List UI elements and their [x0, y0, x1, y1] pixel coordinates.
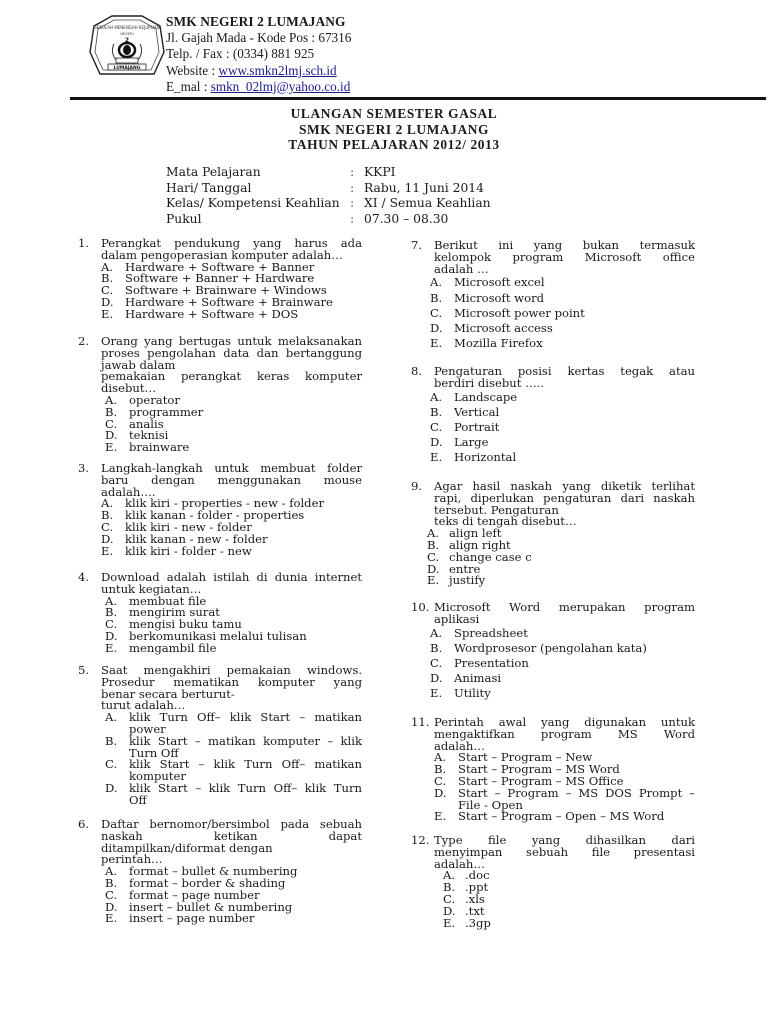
option-letter: A.	[430, 389, 443, 404]
options	[434, 752, 695, 823]
option-c[interactable]	[430, 306, 695, 321]
stem-line: teks di tengah disebut…	[434, 514, 577, 529]
question-number: 3.	[78, 461, 90, 475]
option-letter: B.	[430, 290, 443, 305]
question-1	[78, 238, 362, 321]
option-text: entre	[449, 561, 481, 576]
option-b[interactable]	[430, 405, 695, 420]
stem-line: menyimpan sebuah file presentasi	[434, 844, 695, 859]
option-text: klik kiri - new - folder	[125, 519, 252, 534]
option-text: Microsoft power point	[454, 305, 585, 320]
question-7	[411, 240, 695, 351]
option-a[interactable]	[430, 390, 695, 405]
stem-line: berdiri disebut …..	[434, 375, 545, 390]
option-e[interactable]	[101, 306, 362, 321]
option-letter: C.	[105, 416, 118, 431]
question-stem	[101, 336, 362, 395]
option-text: klik kanan - new - folder	[125, 531, 268, 546]
option-letter: D.	[443, 903, 456, 918]
option-text: membuat file	[129, 593, 207, 608]
option-text: klik Start – klik Turn Off– klik Turn	[129, 780, 362, 795]
option-text: Horizontal	[454, 450, 517, 465]
option-b[interactable]	[430, 291, 695, 306]
question-11	[411, 717, 695, 823]
option-d[interactable]	[430, 435, 695, 450]
option-text: analis	[129, 416, 164, 431]
option-text: change case c	[449, 549, 532, 564]
option-letter: E.	[430, 336, 443, 351]
stem-line: benar secara berturut-	[101, 686, 235, 701]
option-text: align left	[449, 526, 502, 541]
option-text: Microsoft excel	[454, 275, 545, 290]
option-text: Hardware + Software + Brainware	[125, 294, 333, 309]
option-letter: B.	[101, 271, 114, 286]
option-letter: E.	[101, 306, 114, 321]
stem-line: Prosedur mematikan komputer yang	[101, 674, 362, 689]
stem-line: kelompok program Microsoft office	[434, 249, 695, 264]
option-a[interactable]	[430, 626, 695, 641]
option-letter: D.	[427, 561, 440, 576]
options	[101, 498, 362, 557]
option-letter: C.	[430, 305, 443, 320]
option-e[interactable]	[427, 575, 695, 587]
stem-line: Langkah-langkah untuk membuat folder	[101, 461, 362, 475]
option-b[interactable]	[430, 641, 695, 656]
stem-line: perintah…	[101, 852, 163, 867]
option-a[interactable]	[430, 275, 695, 290]
options	[101, 259, 362, 321]
question-12	[411, 835, 695, 929]
info-row-date	[166, 181, 491, 197]
stem-line: mengaktifkan program MS Word	[434, 726, 695, 741]
option-text: insert – page number	[129, 911, 255, 926]
option-letter: B.	[105, 605, 118, 620]
option-text: Microsoft word	[454, 290, 545, 305]
option-letter: D.	[105, 628, 118, 643]
info-colon: :	[350, 211, 355, 226]
info-row-class	[166, 196, 491, 212]
question-6	[78, 819, 362, 925]
option-letter: A.	[101, 496, 114, 511]
option-text: Start – Program – New	[458, 750, 593, 765]
option-c[interactable]	[430, 420, 695, 435]
options	[443, 870, 695, 929]
option-c[interactable]	[105, 759, 362, 783]
school-emblem-icon	[86, 12, 168, 84]
school-name: SMK NEGERI 2 LUMAJANG	[166, 14, 346, 29]
stem-line: Agar hasil naskah yang diketik terlihat	[434, 479, 695, 493]
exam-title-line-1: ULANGAN SEMESTER GASAL	[290, 106, 498, 121]
option-text: Software + Banner + Hardware	[125, 271, 315, 286]
option-letter: D.	[430, 321, 443, 335]
email-label: E_mal :	[166, 78, 211, 94]
question-number: 5.	[78, 663, 90, 677]
stem-line: Perangkat pendukung yang harus ada	[101, 236, 362, 250]
stem-line: baru dengan menggunakan mouse	[101, 472, 362, 487]
option-text: Landscape	[454, 389, 518, 404]
option-text: Turn Off	[129, 745, 179, 760]
option-letter: B.	[101, 508, 114, 523]
option-e[interactable]	[430, 450, 695, 465]
question-number: 6.	[78, 817, 90, 831]
option-text: .txt	[465, 903, 485, 918]
option-text: klik kiri - properties - new - folder	[125, 496, 325, 511]
option-text: klik kiri - folder - new	[125, 543, 252, 558]
stem-line: Perintah awal yang digunakan untuk	[434, 715, 695, 729]
email-link[interactable]: smkn_02lmj@yahoo.co.id	[210, 78, 351, 94]
option-letter: A.	[430, 275, 443, 290]
option-text: Animasi	[454, 671, 502, 686]
question-number: 7.	[411, 238, 423, 252]
option-e[interactable]	[105, 442, 362, 454]
question-number: 11.	[411, 715, 430, 729]
option-letter: D.	[105, 899, 118, 914]
stem-line: Daftar bernomor/bersimbol pada sebuah	[101, 817, 362, 831]
exam-title-line-2: SMK NEGERI 2 LUMAJANG	[298, 121, 490, 137]
option-text: teknisi	[129, 428, 169, 443]
option-text: justify	[449, 573, 486, 588]
option-letter: C.	[105, 617, 118, 632]
question-number: 9.	[411, 479, 423, 493]
option-letter: C.	[101, 283, 114, 298]
option-text: .3gp	[465, 915, 491, 930]
option-letter: E.	[105, 440, 118, 455]
stem-line: ditampilkan/diformat dengan	[101, 840, 273, 855]
question-2	[78, 336, 362, 454]
option-text: mengisi buku tamu	[129, 617, 242, 632]
letterhead	[166, 14, 351, 95]
option-letter: C.	[443, 891, 456, 906]
option-letter: E.	[427, 573, 440, 588]
options	[430, 626, 695, 702]
option-letter: D.	[101, 531, 114, 546]
question-5	[78, 665, 362, 807]
option-d[interactable]	[434, 785, 695, 812]
option-letter: C.	[105, 887, 118, 902]
info-colon: :	[350, 165, 355, 179]
option-text: Start – Program – MS Word	[458, 762, 620, 777]
option-text: .ppt	[465, 880, 489, 895]
option-letter: A.	[105, 710, 118, 725]
option-text: Large	[454, 435, 489, 450]
option-letter: A.	[443, 868, 456, 883]
option-text: Start – Program – Open – MS Word	[458, 809, 665, 824]
option-text: klik Turn Off– klik Start – matikan	[129, 710, 362, 725]
option-text: File - Open	[458, 797, 523, 812]
svg-text:2: 2	[124, 37, 130, 44]
stem-line: adalah….	[101, 484, 156, 499]
options	[105, 593, 362, 655]
option-letter: A.	[427, 526, 440, 541]
option-letter: B.	[105, 875, 118, 890]
stem-line: jawab dalam	[101, 357, 176, 372]
option-letter: D.	[105, 780, 118, 795]
stem-line: Type file yang dihasilkan dari	[434, 833, 695, 847]
option-text: Off	[129, 792, 147, 807]
option-letter: D.	[434, 785, 447, 800]
option-text: Start – Program – MS Office	[458, 773, 624, 788]
options	[105, 712, 362, 806]
option-letter: E.	[443, 915, 456, 930]
website-link[interactable]: www.smkn2lmj.sch.id	[218, 62, 337, 78]
info-value: 07.30 – 08.30	[364, 211, 449, 226]
option-text: Spreadsheet	[454, 625, 528, 640]
option-letter: A.	[105, 392, 118, 407]
question-number: 8.	[411, 364, 423, 378]
option-letter: B.	[430, 404, 443, 419]
option-letter: C.	[430, 420, 443, 434]
stem-line: adalah …	[434, 261, 489, 276]
option-d[interactable]	[105, 780, 362, 807]
info-value: Rabu, 11 Juni 2014	[364, 180, 484, 195]
option-text: format – bullet & numbering	[129, 864, 298, 879]
option-text: brainware	[129, 440, 190, 455]
info-label: Pukul	[166, 211, 202, 226]
question-stem	[101, 572, 362, 596]
info-label: Mata Pelajaran	[166, 165, 261, 179]
stem-line: Pengaturan posisi kertas tegak atau	[434, 364, 695, 378]
exam-title	[0, 106, 768, 153]
option-text: klik Start – matikan komputer – klik	[129, 733, 362, 748]
option-e[interactable]	[434, 811, 695, 823]
option-c[interactable]	[430, 656, 695, 671]
option-text: format – page number	[129, 887, 260, 902]
option-text: Start – Program – MS DOS Prompt –	[458, 785, 695, 800]
options	[430, 275, 695, 351]
option-e[interactable]	[101, 543, 362, 558]
question-number: 12.	[411, 833, 430, 847]
question-9	[411, 481, 695, 587]
option-letter: C.	[105, 757, 118, 772]
stem-line: dalam pengoperasian komputer adalah…	[101, 247, 343, 262]
option-text: Portrait	[454, 420, 500, 434]
website-label: Website :	[166, 62, 219, 78]
letterhead-divider	[70, 97, 766, 100]
svg-text:NEGERI: NEGERI	[120, 32, 134, 36]
question-4	[78, 572, 362, 655]
stem-line: Orang yang bertugas untuk melaksanakan	[101, 334, 362, 348]
option-e[interactable]	[430, 336, 695, 351]
question-number: 4.	[78, 570, 90, 584]
option-a[interactable]	[105, 712, 362, 736]
svg-text:LUMAJANG: LUMAJANG	[113, 66, 141, 71]
option-text: klik kanan - folder - properties	[125, 508, 305, 523]
option-letter: E.	[434, 809, 447, 824]
svg-text:SEKOLAH MENENGAH KEJURUAN: SEKOLAH MENENGAH KEJURUAN	[94, 25, 160, 30]
info-label: Kelas/ Kompetensi Keahlian	[166, 196, 340, 210]
info-value: XI / Semua Keahlian	[364, 196, 491, 210]
exam-info	[166, 165, 491, 227]
option-text: Utility	[454, 686, 491, 701]
option-text: operator	[129, 392, 180, 407]
question-stem	[434, 366, 695, 390]
option-letter: A.	[430, 625, 443, 640]
option-letter: B.	[434, 762, 447, 777]
stem-line: turut adalah…	[101, 698, 186, 713]
option-e[interactable]	[105, 913, 362, 925]
stem-line: Saat mengakhiri pemakaian windows.	[101, 663, 362, 677]
option-letter: A.	[101, 259, 114, 274]
stem-line: Microsoft Word merupakan program	[434, 600, 695, 614]
question-stem	[101, 665, 362, 712]
option-text: Mozilla Firefox	[454, 336, 543, 351]
option-letter: E.	[105, 911, 118, 926]
stem-line: disebut…	[101, 381, 157, 396]
options	[427, 528, 695, 587]
option-letter: E.	[430, 686, 443, 701]
option-text: Wordprosesor (pengolahan kata)	[454, 640, 647, 655]
option-text: Microsoft access	[454, 321, 553, 335]
option-text: berkomunikasi melalui tulisan	[129, 628, 307, 643]
stem-line: Berikut ini yang bukan termasuk	[434, 238, 695, 252]
info-colon: :	[350, 196, 355, 210]
options	[105, 392, 362, 455]
stem-line: untuk kegiatan…	[101, 581, 202, 596]
option-letter: C.	[101, 519, 114, 534]
question-3	[78, 463, 362, 557]
info-label: Hari/ Tanggal	[166, 180, 252, 195]
option-text: Hardware + Software + DOS	[125, 306, 299, 321]
option-text: align right	[449, 537, 511, 552]
question-stem	[434, 602, 695, 626]
school-address: Jl. Gajah Mada - Kode Pos : 67316	[166, 30, 352, 46]
info-colon: :	[350, 180, 355, 195]
option-letter: B.	[430, 640, 443, 655]
stem-line: rapi, diperlukan pengaturan dari naskah	[434, 490, 695, 505]
question-stem	[434, 240, 695, 275]
school-logo	[86, 12, 168, 84]
option-letter: C.	[427, 549, 440, 564]
option-text: Presentation	[454, 656, 529, 670]
option-letter: A.	[434, 750, 447, 765]
stem-line: Download adalah istilah di dunia internet	[101, 570, 362, 584]
option-letter: E.	[105, 640, 118, 655]
question-stem	[434, 481, 695, 528]
info-row-subject	[166, 165, 491, 181]
option-d[interactable]	[430, 671, 695, 686]
option-text: klik Start – klik Turn Off– matikan	[129, 757, 362, 772]
question-stem	[101, 238, 362, 262]
school-website-line	[166, 63, 351, 79]
question-8	[411, 366, 695, 466]
option-d[interactable]	[430, 321, 695, 336]
option-text: Hardware + Software + Banner	[125, 259, 315, 274]
exam-title-line-3: TAHUN PELAJARAN 2012/ 2013	[288, 137, 500, 153]
option-letter: B.	[105, 733, 118, 748]
option-text: Software + Brainware + Windows	[125, 283, 327, 298]
option-letter: D.	[105, 428, 118, 443]
stem-line: aplikasi	[434, 611, 480, 626]
option-text: mengambil file	[129, 640, 217, 655]
stem-line: naskah ketikan dapat	[101, 828, 362, 843]
option-letter: E.	[430, 450, 443, 465]
info-row-time	[166, 212, 491, 228]
question-stem	[101, 819, 362, 866]
option-text: komputer	[129, 769, 186, 784]
option-letter: B.	[443, 880, 456, 895]
question-stem	[101, 463, 362, 498]
stem-line: tersebut. Pengaturan	[434, 502, 559, 517]
option-letter: C.	[434, 773, 447, 788]
option-letter: B.	[427, 537, 440, 552]
option-b[interactable]	[105, 733, 362, 760]
school-email-line	[166, 79, 351, 95]
option-letter: D.	[101, 294, 114, 309]
option-e[interactable]	[430, 686, 695, 701]
option-letter: A.	[105, 864, 118, 879]
question-number: 1.	[78, 236, 90, 250]
option-text: power	[129, 721, 166, 736]
option-e[interactable]	[443, 915, 695, 930]
question-stem	[434, 835, 695, 870]
options	[430, 390, 695, 466]
stem-line: pemakaian perangkat keras komputer	[101, 369, 362, 384]
option-text: .xls	[465, 891, 485, 906]
stem-line: adalah…	[434, 856, 485, 871]
option-text: Vertical	[454, 404, 500, 419]
question-10	[411, 602, 695, 702]
school-phone: Telp. / Fax : (0334) 881 925	[166, 46, 315, 62]
question-number: 10.	[411, 600, 430, 614]
option-text: programmer	[129, 404, 204, 419]
stem-line: proses pengolahan data dan bertanggung	[101, 345, 362, 360]
option-e[interactable]	[105, 640, 362, 655]
info-value: KKPI	[364, 165, 396, 179]
option-letter: D.	[430, 435, 443, 450]
question-number: 2.	[78, 334, 90, 348]
question-stem	[434, 717, 695, 752]
options	[105, 866, 362, 925]
option-letter: C.	[430, 656, 443, 670]
option-text: .doc	[465, 868, 490, 883]
option-text: format – border & shading	[129, 875, 286, 890]
stem-line: adalah…	[434, 738, 485, 753]
option-letter: A.	[105, 593, 118, 608]
option-text: insert – bullet & numbering	[129, 899, 293, 914]
option-text: mengirim surat	[129, 605, 220, 620]
option-letter: E.	[101, 543, 114, 558]
option-letter: B.	[105, 404, 118, 419]
option-letter: D.	[430, 671, 443, 686]
